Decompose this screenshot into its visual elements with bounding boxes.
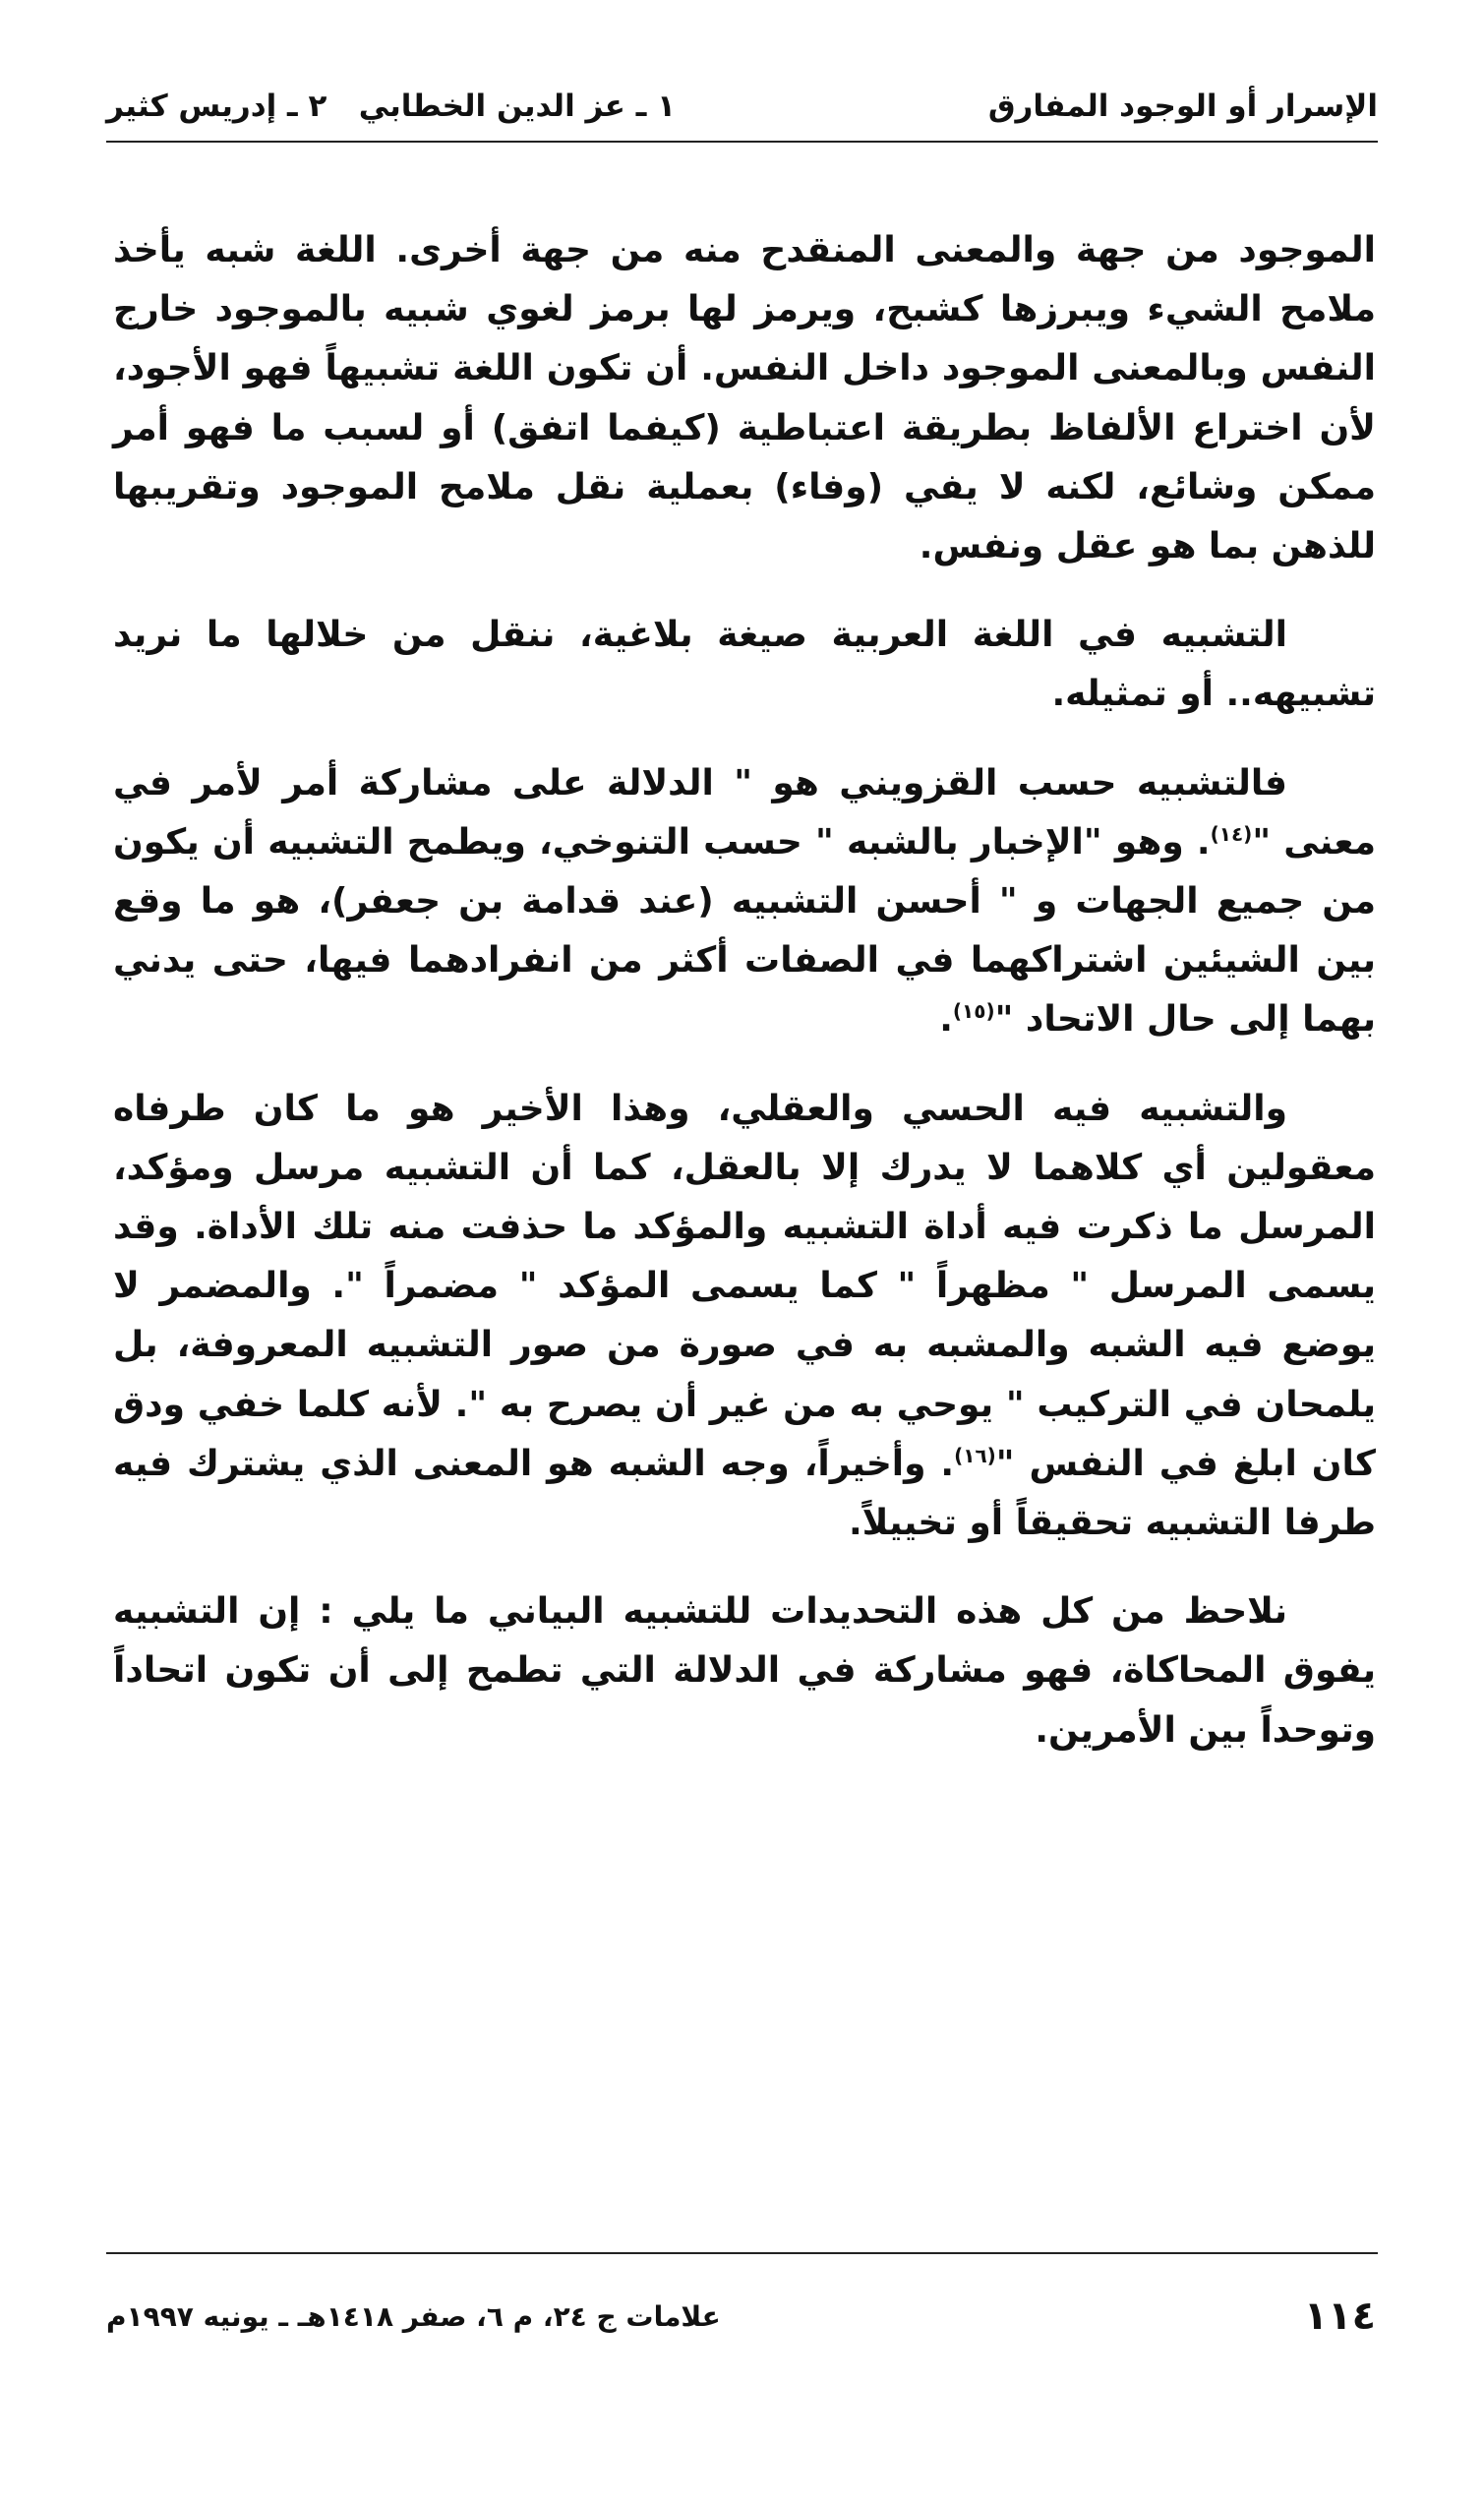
paragraph-text: فالتشبيه حسب القزويني هو " الدلالة على مشاركة أمر لأمر في معنى " [113, 762, 1376, 863]
footnote-marker: (١٤) [1210, 821, 1253, 846]
paragraph [113, 1080, 1376, 1554]
article-body [113, 221, 1376, 1790]
paragraph [113, 221, 1376, 576]
footer-divider [106, 2252, 1378, 2254]
journal-citation: علامات ج ٢٤، م ٦، صفر ١٤١٨هـ ـ يونيه ١٩٩٧م [106, 2299, 721, 2333]
running-footer [106, 2287, 1376, 2346]
paragraph-text: التشبيه في اللغة العربية صيغة بلاغية، ننقل من خلالها ما نريد تشبيهه.. أو تمثيله. [113, 615, 1376, 715]
paragraph-text: . وهو "الإخبار بالشبه " حسب التنوخي، ويطمح التشبيه أن يكون من جميع الجهات و " أحسن التشبيه (عند قدامة بن جعفر)، هو ما وقع بين الشيئين اشتراكهما في الصفات أكثر من انفرادهما فيها، حتى يدني بهما إلى حال الاتحاد " [113, 821, 1376, 1041]
paragraph [113, 606, 1376, 724]
footnote-marker: (١٦) [954, 1443, 996, 1467]
paragraph [113, 1582, 1376, 1760]
header-divider [106, 141, 1378, 143]
paragraph-text: والتشبيه فيه الحسي والعقلي، وهذا الأخير هو ما كان طرفاه معقولين أي كلاهما لا يدرك إلا بالعقل، كما أن التشبيه مرسل ومؤكد، المرسل ما ذكرت فيه أداة التشبيه والمؤكد ما حذفت منه تلك الأداة. وقد يسمى المرسل " مظهراً " كما يسمى المؤكد " مضمراً ". والمضمر لا يوضع فيه الشبه والمشبه به في صورة من صور التشبيه المعروفة، بل يلمحان في التركيب " يوحي به من غير أن يصرح به ". لأنه كلما خفي ودق كان ابلغ في النفس " [113, 1088, 1376, 1484]
paragraph [113, 754, 1376, 1050]
running-header [106, 77, 1378, 136]
paragraph-text: . وأخيراً، وجه الشبه هو المعنى الذي يشترك فيه طرفا التشبيه تحقيقاً أو تخييلاً. [113, 1443, 1376, 1544]
header-article-title: الإسرار أو الوجود المفارق [987, 89, 1378, 124]
paragraph-text: نلاحظ من كل هذه التحديدات للتشبيه البياني ما يلي : إن التشبيه يفوق المحاكاة، فهو مشاركة في الدلالة التي تطمح إلى أن تكون اتحاداً وتوحداً بين الأمرين. [113, 1591, 1376, 1751]
footnote-marker: (١٥) [952, 999, 995, 1024]
paragraph-text: الموجود من جهة والمعنى المنقدح منه من جهة أخرى. اللغة شبه يأخذ ملامح الشيء ويبرزها كشبح، ويرمز لها برمز لغوي شبيه بالموجود خارج النفس وبالمعنى الموجود داخل النفس. أن تكون اللغة تشبيهاً فهو الأجود، لأن اختراع الألفاظ بطريقة اعتباطية (كيفما اتفق) أو لسبب ما فهو أمر ممكن وشائع، لكنه لا يفي (وفاء) بعملية نقل ملامح الموجود وتقريبها للذهن بما هو عقل ونفس. [113, 230, 1376, 567]
header-authors: ١ ـ عز الدين الخطابي ٢ ـ إدريس كثير [106, 89, 677, 124]
page-number: ١١٤ [1303, 2294, 1376, 2339]
paragraph-text: . [939, 999, 953, 1041]
